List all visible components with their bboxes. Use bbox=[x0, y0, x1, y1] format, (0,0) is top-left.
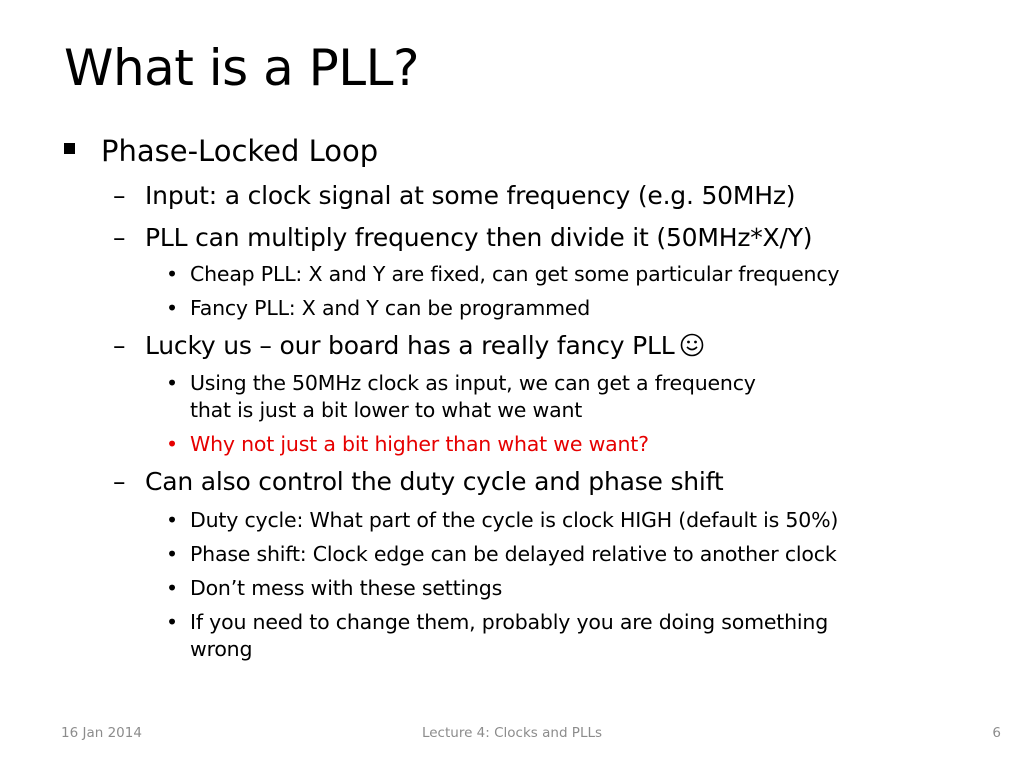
dot-bullet-icon: • bbox=[166, 262, 178, 286]
bullet-phase-shift bbox=[166, 541, 837, 568]
dot-bullet-icon: • bbox=[166, 371, 178, 395]
bullet-if-you-need bbox=[166, 609, 829, 663]
bullet-why-not-higher bbox=[166, 431, 649, 458]
smiley-face-icon bbox=[680, 333, 704, 365]
footer-lecture-title: Lecture 4: Clocks and PLLs bbox=[421, 725, 603, 741]
bullet-text-line-1: If you need to change them, probably you are doing something bbox=[190, 610, 829, 634]
bullet-duty-cycle-phase bbox=[113, 466, 724, 498]
bullet-phase-locked-loop bbox=[101, 134, 378, 168]
bullet-text: Fancy PLL: X and Y can be programmed bbox=[190, 296, 591, 320]
bullet-duty-cycle bbox=[166, 507, 839, 534]
bullet-text: Why not just a bit higher than what we want? bbox=[190, 432, 649, 456]
bullet-text: Lucky us – our board has a really fancy PLL bbox=[145, 331, 675, 360]
bullet-input bbox=[113, 180, 796, 212]
dash-bullet-icon: – bbox=[113, 223, 126, 252]
bullet-text: Phase shift: Clock edge can be delayed relative to another clock bbox=[190, 542, 837, 566]
bullet-dont-mess bbox=[166, 575, 503, 602]
bullet-pll-multiply bbox=[113, 222, 813, 254]
dash-bullet-icon: – bbox=[113, 467, 126, 496]
bullet-text: PLL can multiply frequency then divide it (50MHz*X/Y) bbox=[145, 223, 813, 252]
bullet-cheap-pll bbox=[166, 261, 840, 288]
dot-bullet-icon: • bbox=[166, 296, 178, 320]
bullet-text: Can also control the duty cycle and phase shift bbox=[145, 467, 724, 496]
bullet-text: Don’t mess with these settings bbox=[190, 576, 503, 600]
footer-date: 16 Jan 2014 bbox=[61, 725, 142, 741]
dot-bullet-icon: • bbox=[166, 610, 178, 634]
bullet-lucky-us bbox=[113, 330, 704, 365]
bullet-using-50mhz bbox=[166, 370, 756, 424]
slide-title: What is a PLL? bbox=[64, 39, 420, 97]
dot-bullet-icon: • bbox=[166, 432, 178, 456]
dash-bullet-icon: – bbox=[113, 181, 126, 210]
bullet-text-line-1: Using the 50MHz clock as input, we can get a frequency bbox=[190, 371, 756, 395]
dot-bullet-icon: • bbox=[166, 542, 178, 566]
bullet-text-line-2: wrong bbox=[190, 637, 253, 661]
square-bullet-icon bbox=[64, 143, 75, 154]
bullet-text: Cheap PLL: X and Y are fixed, can get some particular frequency bbox=[190, 262, 840, 286]
bullet-text: Input: a clock signal at some frequency (e.g. 50MHz) bbox=[145, 181, 796, 210]
footer-page-number: 6 bbox=[992, 725, 1001, 741]
bullet-text: Phase-Locked Loop bbox=[101, 134, 379, 168]
dash-bullet-icon: – bbox=[113, 331, 126, 360]
bullet-text-line-2: that is just a bit lower to what we want bbox=[190, 398, 583, 422]
bullet-text: Duty cycle: What part of the cycle is clock HIGH (default is 50%) bbox=[190, 508, 839, 532]
bullet-fancy-pll bbox=[166, 295, 591, 322]
dot-bullet-icon: • bbox=[166, 576, 178, 600]
dot-bullet-icon: • bbox=[166, 508, 178, 532]
